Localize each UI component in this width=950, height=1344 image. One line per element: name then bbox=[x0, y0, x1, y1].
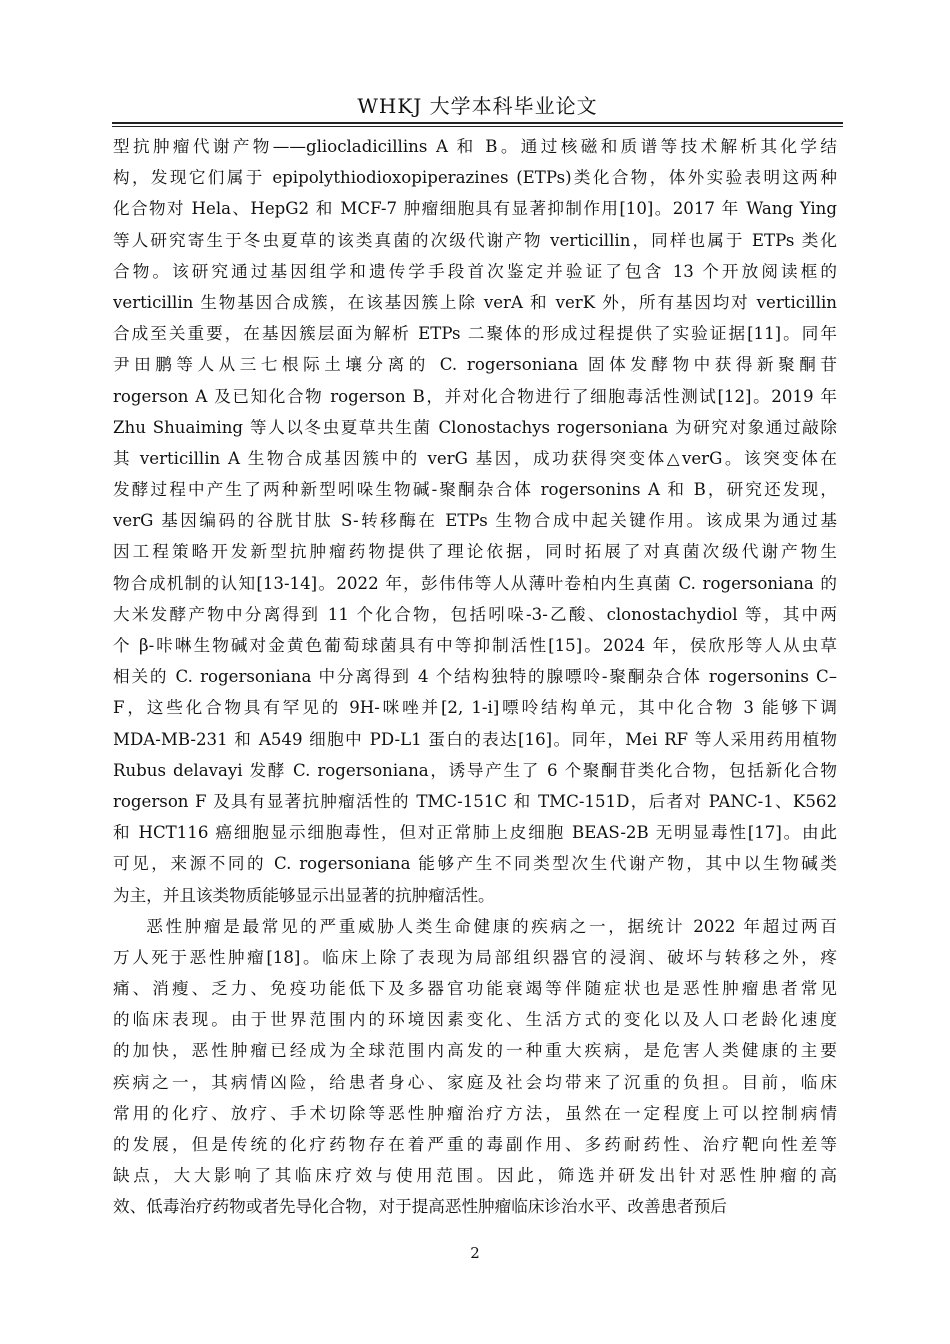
text-line: 的临床表现。由于世界范围内的环境因素变化、生活方式的变化以及人口老龄化速度 bbox=[113, 1010, 837, 1030]
text-line: 型抗肿瘤代谢产物——gliocladicillins A 和 B。通过核磁和质谱等技术解析其化学结 bbox=[113, 137, 837, 156]
text-line: 发酵过程中产生了两种新型吲哚生物碱-聚酮杂合体 rogersonins A 和 B，研究还发现， bbox=[113, 480, 837, 500]
text-line: 和 HCT116 癌细胞显示细胞毒性，但对正常肺上皮细胞 BEAS-2B 无明显毒性[17]。由此 bbox=[113, 823, 837, 843]
text-line: 物合成机制的认知[13-14]。2022 年，彭伟伟等人从薄叶卷柏内生真菌 C. rogersoniana 的 bbox=[113, 573, 837, 593]
text-line: 恶性肿瘤是最常见的严重威胁人类生命健康的疾病之一，据统计 2022 年超过两百 bbox=[146, 916, 837, 936]
text-line: 合物。该研究通过基因组学和遗传学手段首次鉴定并验证了包含 13 个开放阅读框的 bbox=[113, 261, 837, 281]
text-line: Zhu Shuaiming 等人以冬虫夏草共生菌 Clonostachys rogersoniana 为研究对象通过敲除 bbox=[113, 417, 837, 437]
text-line: MDA-MB-231 和 A549 细胞中 PD-L1 蛋白的表达[16]。同年，Mei RF 等人采用药用植物 bbox=[113, 729, 837, 749]
page-number: 2 bbox=[470, 1244, 480, 1262]
text-line: 的发展，但是传统的化疗药物存在着严重的毒副作用、多药耐药性、治疗靶向性差等 bbox=[113, 1135, 837, 1154]
text-line: 可见，来源不同的 C. rogersoniana 能够产生不同类型次生代谢产物，其中以生物碱类 bbox=[113, 854, 837, 874]
text-line: 万人死于恶性肿瘤[18]。临床上除了表现为局部组织器官的浸润、破坏与转移之外，疼 bbox=[113, 947, 837, 967]
text-line: 痛、消瘦、乏力、免疫功能低下及多器官功能衰竭等伴随症状也是恶性肿瘤患者常见 bbox=[113, 979, 837, 999]
text-line: 因工程策略开发新型抗肿瘤药物提供了理论依据，同时拓展了对真菌次级代谢产物生 bbox=[113, 542, 837, 562]
text-line: 合成至关重要，在基因簇层面为解析 ETPs 二聚体的形成过程提供了实验证据[11]。同年 bbox=[113, 324, 837, 344]
text-line: 为主，并且该类物质能够显示出显著的抗肿瘤活性。 bbox=[113, 885, 495, 905]
text-line: 缺点，大大影响了其临床疗效与使用范围。因此，筛选并研发出针对恶性肿瘤的高 bbox=[113, 1166, 837, 1186]
text-line: 等人研究寄生于冬虫夏草的该类真菌的次级代谢产物 verticillin，同样也属于 ETPs 类化 bbox=[113, 230, 837, 250]
body-text bbox=[113, 131, 837, 1223]
text-line: 的加快，恶性肿瘤已经成为全球范围内高发的一种重大疾病，是危害人类健康的主要 bbox=[113, 1041, 837, 1061]
text-line: 疾病之一，其病情凶险，给患者身心、家庭及社会均带来了沉重的负担。目前，临床 bbox=[113, 1072, 837, 1092]
text-line: rogerson A 及已知化合物 rogerson B，并对化合物进行了细胞毒活性测试[12]。2019 年 bbox=[113, 386, 837, 406]
text-line: verticillin 生物基因合成簇，在该基因簇上除 verA 和 verK 外，所有基因均对 verticillin bbox=[113, 292, 837, 312]
text-line: F，这些化合物具有罕见的 9H-咪唑并[2, 1-i]嘌呤结构单元，其中化合物 3 能够下调 bbox=[113, 698, 837, 718]
text-line: 化合物对 Hela、HepG2 和 MCF-7 肿瘤细胞具有显著抑制作用[10]。2017 年 Wang Ying bbox=[113, 199, 837, 219]
text-line: 常用的化疗、放疗、手术切除等恶性肿瘤治疗方法，虽然在一定程度上可以控制病情 bbox=[113, 1103, 837, 1123]
text-line: 尹田鹏等人从三七根际土壤分离的 C. rogersoniana 固体发酵物中获得新聚酮苷 bbox=[113, 355, 837, 375]
text-line: 大米发酵产物中分离得到 11 个化合物，包括吲哚-3-乙酸、clonostachydiol 等，其中两 bbox=[113, 604, 837, 624]
text-line: rogerson F 及具有显著抗肿瘤活性的 TMC-151C 和 TMC-151D，后者对 PANC-1、K562 bbox=[113, 791, 837, 811]
text-line: Rubus delavayi 发酵 C. rogersoniana，诱导产生了 6 个聚酮苷类化合物，包括新化合物 bbox=[113, 760, 837, 780]
text-line: 相关的 C. rogersoniana 中分离得到 4 个结构独特的腺嘌呤-聚酮杂合体 rogersonins C– bbox=[113, 667, 837, 687]
text-line: 其 verticillin A 生物合成基因簇中的 verG 基因，成功获得突变体△verG。该突变体在 bbox=[113, 448, 837, 468]
text-line: 效、低毒治疗药物或者先导化合物，对于提高恶性肿瘤临床诊治水平、改善患者预后 bbox=[113, 1197, 727, 1217]
header-rule-thin bbox=[112, 126, 843, 127]
text-line: 个 β-咔啉生物碱对金黄色葡萄球菌具有中等抑制活性[15]。2024 年，侯欣彤等人从虫草 bbox=[113, 636, 837, 655]
header-rule bbox=[112, 122, 843, 124]
text-line: verG 基因编码的谷胱甘肽 S-转移酶在 ETPs 生物合成中起关键作用。该成果为通过基 bbox=[113, 511, 837, 531]
page-header-title: WHKJ 大学本科毕业论文 bbox=[357, 94, 598, 118]
text-line: 构，发现它们属于 epipolythiodioxopiperazines (ETPs)类化合物，体外实验表明这两种 bbox=[113, 168, 837, 188]
